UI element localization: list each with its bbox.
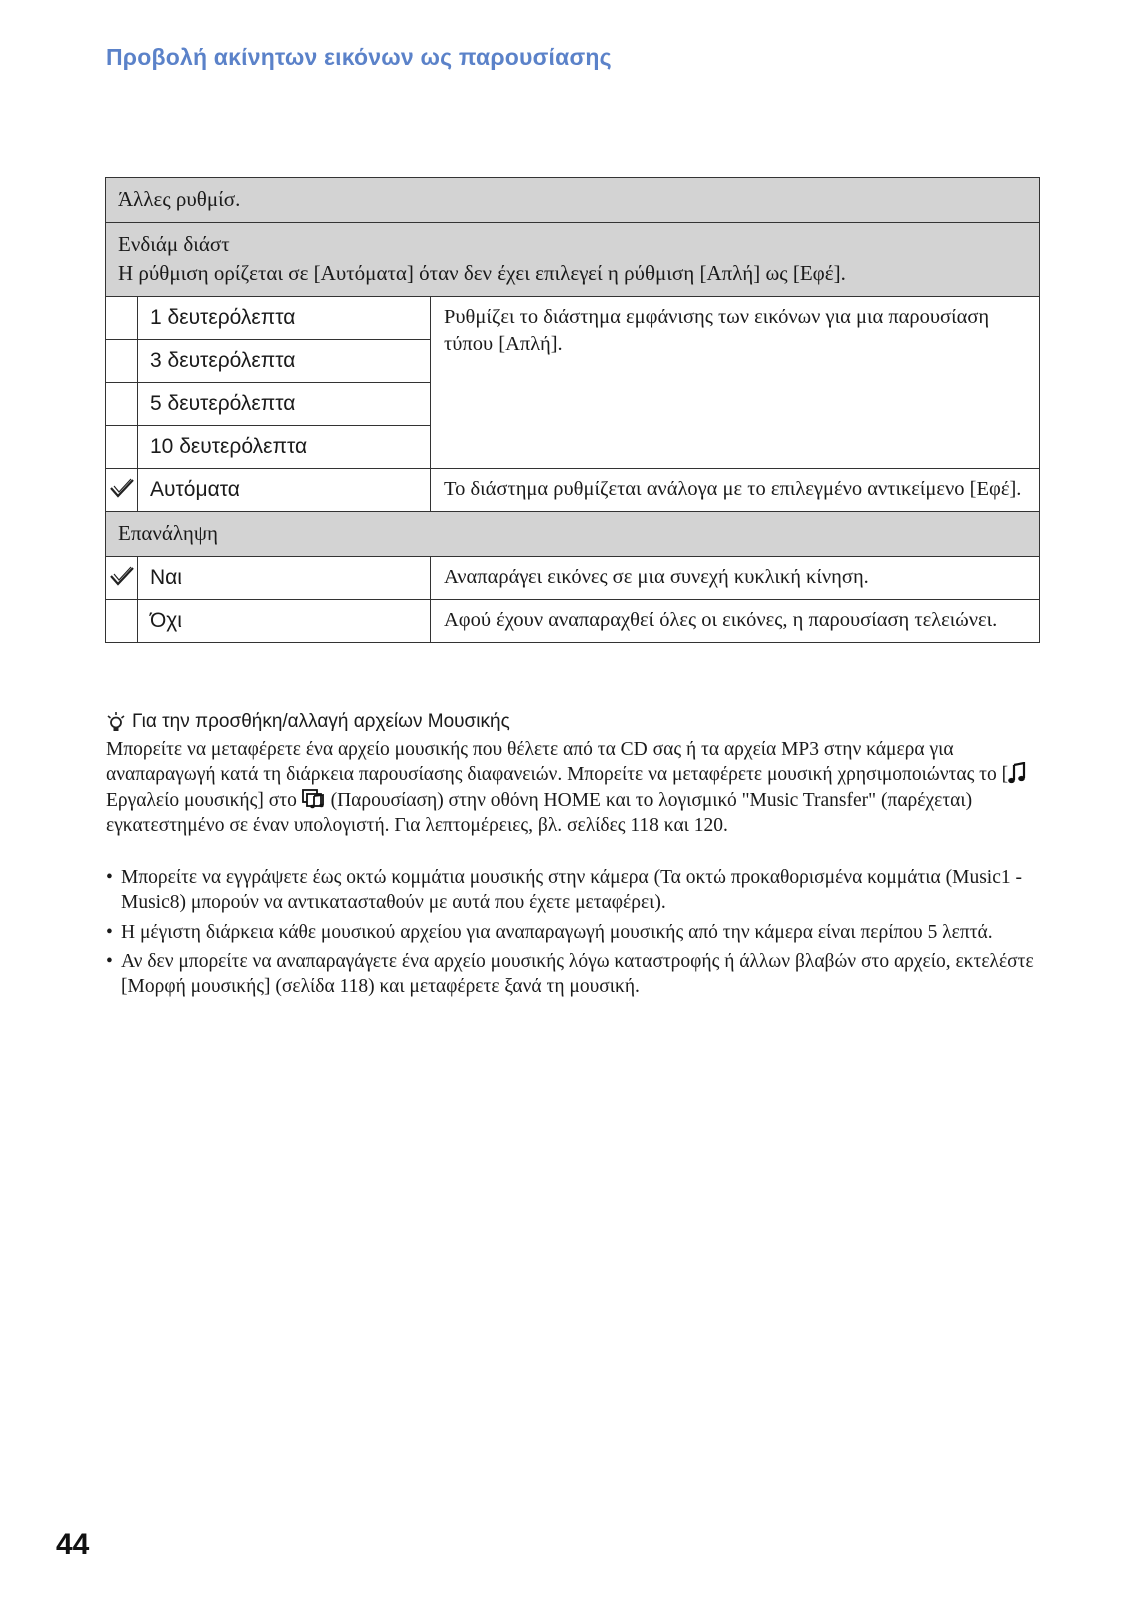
other-settings-header: Άλλες ρυθμίσ. xyxy=(106,178,1040,223)
list-item: • Μπορείτε να εγγράψετε έως οκτώ κομμάτια μουσικής στην κάμερα (Τα οκτώ προκαθορισμένα κομμάτια (Music1 - Music8) μπορούν να αντικατασταθούν με αυτά που έχετε μεταφέρει). xyxy=(106,865,1036,916)
check-cell xyxy=(106,600,138,643)
option-label: 5 δευτερόλεπτα xyxy=(138,383,431,426)
check-cell xyxy=(106,426,138,469)
option-label: Όχι xyxy=(138,600,431,643)
option-label: Αυτόματα xyxy=(138,469,431,512)
interval-title: Ενδιάμ διάστ xyxy=(118,232,230,256)
hint-lightbulb-icon xyxy=(106,711,126,733)
option-description: Αναπαράγει εικόνες σε μια συνεχή κυκλική κίνηση. xyxy=(431,557,1040,600)
check-cell xyxy=(106,340,138,383)
section-heading: Προβολή ακίνητων εικόνων ως παρουσίασης xyxy=(106,44,612,70)
option-description: Το διάστημα ρυθμίζεται ανάλογα με το επιλεγμένο αντικείμενο [Εφέ]. xyxy=(431,469,1040,512)
table-row xyxy=(106,557,1040,600)
option-description: Αφού έχουν αναπαραχθεί όλες οι εικόνες, η παρουσίαση τελειώνει. xyxy=(431,600,1040,643)
check-cell xyxy=(106,383,138,426)
table-row xyxy=(106,297,1040,340)
list-item: • Αν δεν μπορείτε να αναπαραγάγετε ένα αρχείο μουσικής λόγω καταστροφής ή άλλων βλαβών στο αρχείο, εκτελέστε [Μορφή μουσικής] (σελίδα 118) και μεταφέρετε ξανά τη μουσική. xyxy=(106,949,1036,1000)
option-description: Ρυθμίζει το διάστημα εμφάνισης των εικόνων για μια παρουσίαση τύπου [Απλή]. xyxy=(431,297,1040,469)
check-cell xyxy=(106,297,138,340)
check-cell xyxy=(106,557,138,600)
tip-notes-list xyxy=(106,865,1036,1003)
tip-title xyxy=(106,711,510,733)
tip-title-text: Για την προσθήκη/αλλαγή αρχείων Μουσικής xyxy=(132,711,510,732)
check-cell xyxy=(106,469,138,512)
option-label: 1 δευτερόλεπτα xyxy=(138,297,431,340)
option-label: 10 δευτερόλεπτα xyxy=(138,426,431,469)
section-row-other-settings xyxy=(106,178,1040,223)
slideshow-settings-table xyxy=(105,177,1040,643)
music-note-icon xyxy=(1008,762,1026,784)
option-label: Ναι xyxy=(138,557,431,600)
table-row xyxy=(106,469,1040,512)
option-label: 3 δευτερόλεπτα xyxy=(138,340,431,383)
default-check-icon xyxy=(109,565,135,587)
interval-note: Η ρύθμιση ορίζεται σε [Αυτόματα] όταν δεν έχει επιλεγεί η ρύθμιση [Απλή] ως [Εφέ]. xyxy=(118,261,846,285)
tip-paragraph: Μπορείτε να μεταφέρετε ένα αρχείο μουσικής που θέλετε από τα CD σας ή τα αρχεία MP3 στην κάμερα για αναπαραγωγή κατά τη διάρκεια παρουσίασης διαφανειών. Μπορείτε να μεταφέρετε μουσική χρησιμοποιώντας το [ Εργαλείο μουσικής] στο (Παρουσίαση) στην οθόνη HOME και το λογισμικό "Music Transfer" (παρέχεται) εγκατεστημένο σε έναν υπολογιστή. Για λεπτομέρειες, βλ. σελίδες 118 και 120. xyxy=(106,737,1036,838)
page-number: 44 xyxy=(56,1528,90,1561)
table-row xyxy=(106,600,1040,643)
section-row-repeat xyxy=(106,512,1040,557)
repeat-header: Επανάληψη xyxy=(106,512,1040,557)
slideshow-icon xyxy=(302,788,326,810)
section-row-interval xyxy=(106,223,1040,297)
default-check-icon xyxy=(109,477,135,499)
interval-header xyxy=(106,223,1040,297)
list-item: • Η μέγιστη διάρκεια κάθε μουσικού αρχείου για αναπαραγωγή μουσικής από την κάμερα είναι περίπου 5 λεπτά. xyxy=(106,920,1036,945)
